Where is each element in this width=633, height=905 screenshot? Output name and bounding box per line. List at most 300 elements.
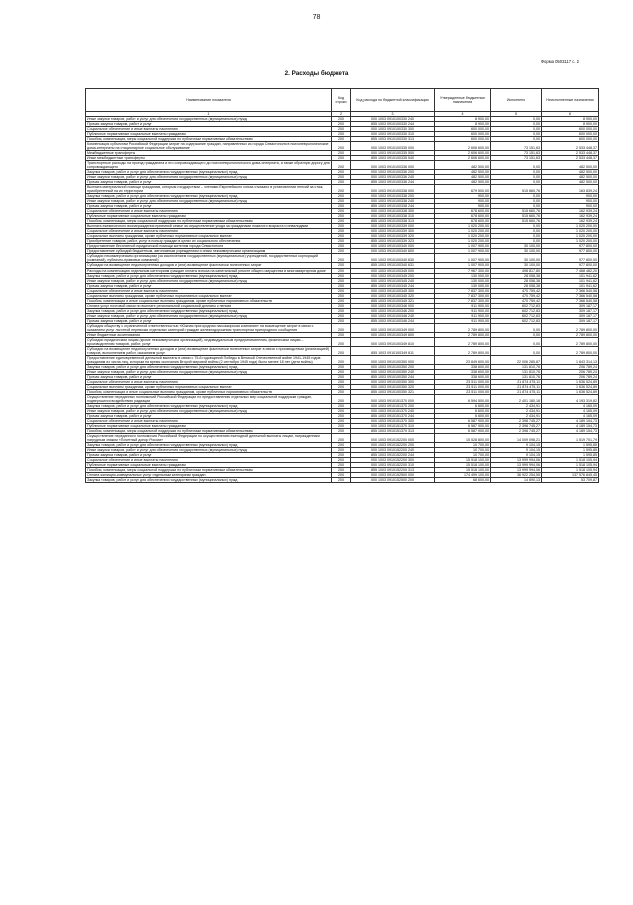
row-name-cell: Компенсация субъектам Российской Федерации затрат на содержание граждан, направленных из города Севастополя в психоневрологические дома-интернаты на стационарное социальное обслуживание <box>86 142 332 151</box>
row-unexecuted-cell: 8 900,00 <box>542 122 599 127</box>
row-executed-cell: 0,00 <box>491 239 542 244</box>
row-approved-cell: 600 000,00 <box>435 127 491 132</box>
table-row <box>86 142 599 151</box>
row-approved-cell: 1 007 900,00 <box>435 244 491 249</box>
row-executed-cell: 2 434,91 <box>491 413 542 418</box>
row-approved-cell: 1 007 900,00 <box>435 249 491 254</box>
row-line-code-cell: 200 <box>332 318 351 323</box>
table-row <box>86 478 599 483</box>
row-executed-cell: 28 058,38 <box>491 283 542 288</box>
row-approved-cell: 23 511 000,00 <box>435 384 491 389</box>
row-unexecuted-cell: 206 789,24 <box>542 364 599 369</box>
row-name-cell: Пособия, компенсации, меры социальной поддержки по публичным нормативным обязательствам <box>86 429 332 434</box>
row-name-cell: Социальные выплаты гражданам, кроме публичных нормативных социальных выплат <box>86 293 332 298</box>
row-approved-cell: 900,00 <box>435 204 491 209</box>
row-budget-code-cell: 000 1003 0910100340 630 <box>351 254 435 263</box>
row-budget-code-cell: 000 1003 0910100335 000 <box>351 142 435 151</box>
row-executed-cell: 0,00 <box>491 175 542 180</box>
row-unexecuted-cell: 2 533 448,37 <box>542 156 599 161</box>
table-row <box>86 288 599 293</box>
row-approved-cell: 2 789 800,00 <box>435 337 491 346</box>
row-name-cell: Социальные выплаты гражданам, кроме публичных нормативных социальных выплат <box>86 234 332 239</box>
row-executed-cell: 0,00 <box>491 224 542 229</box>
row-approved-cell: 6 600,00 <box>435 403 491 408</box>
form-label: Форма 0503117 с. 2 <box>540 59 579 64</box>
row-unexecuted-cell: 7 366 540,58 <box>542 293 599 298</box>
row-budget-code-cell: 000 1003 0910100349 810 <box>351 337 435 346</box>
row-budget-code-cell: 000 1003 0910152200 300 <box>351 458 435 463</box>
row-budget-code-cell: 000 1003 0910100350 200 <box>351 364 435 369</box>
row-line-code-cell: 200 <box>332 185 351 194</box>
row-executed-cell: 36 922 254,55 <box>491 473 542 478</box>
row-budget-code-cell: 000 1003 0910151370 310 <box>351 424 435 429</box>
row-executed-cell: 0,00 <box>491 122 542 127</box>
row-name-cell: Межбюджетные трансферты <box>86 151 332 156</box>
row-unexecuted-cell: 53 709,87 <box>542 478 599 483</box>
row-line-code-cell: 200 <box>332 298 351 303</box>
row-line-code-cell: 200 <box>332 346 351 355</box>
row-line-code-cell: 200 <box>332 313 351 318</box>
row-name-cell: Пособия, компенсации, меры социальной поддержки по публичным нормативным обязательствам <box>86 468 332 473</box>
column-number: 4 <box>435 112 491 117</box>
row-unexecuted-cell: 163 839,24 <box>542 185 599 194</box>
row-unexecuted-cell: 4 165,09 <box>542 403 599 408</box>
row-budget-code-cell: 855 1003 0910100340 631 <box>351 263 435 268</box>
table-row <box>86 463 599 468</box>
row-executed-cell: 28 058,38 <box>491 273 542 278</box>
row-line-code-cell: 200 <box>332 424 351 429</box>
row-approved-cell: 23 849 600,00 <box>435 355 491 364</box>
row-approved-cell: 7 837 300,00 <box>435 298 491 303</box>
row-name-cell: Иные закупки товаров, работ и услуг для обеспечения государственных (муниципальных) нужд <box>86 408 332 413</box>
row-approved-cell: 2 606 600,00 <box>435 142 491 151</box>
table-row <box>86 293 599 298</box>
row-executed-cell: 515 660,76 <box>491 214 542 219</box>
row-name-cell: Оплата жилищно-коммунальных услуг отдельным категориям граждан <box>86 473 332 478</box>
row-name-cell: Прочая закупка товаров, работ и услуг <box>86 413 332 418</box>
row-line-code-cell: 200 <box>332 408 351 413</box>
row-budget-code-cell: 855 1003 0910100350 244 <box>351 374 435 379</box>
row-budget-code-cell: 000 1003 0910100349 800 <box>351 332 435 337</box>
row-name-cell: Публичные нормативные социальные выплаты гражданам <box>86 424 332 429</box>
row-executed-cell: 602 712,83 <box>491 313 542 318</box>
row-unexecuted-cell: 977 800,00 <box>542 254 599 263</box>
row-executed-cell: 131 810,76 <box>491 364 542 369</box>
row-budget-code-cell: 000 1003 0910100330 300 <box>351 127 435 132</box>
row-unexecuted-cell: 482 500,00 <box>542 170 599 175</box>
section-title: 2. Расходы бюджета <box>284 70 349 77</box>
row-name-cell: Иные закупки товаров, работ и услуг для обеспечения государственных (муниципальных) нужд <box>86 313 332 318</box>
row-budget-code-cell: 855 1003 0910100346 244 <box>351 318 435 323</box>
row-name-cell: Социальное обеспечение и иные выплаты населению <box>86 379 332 384</box>
table-row <box>86 214 599 219</box>
row-executed-cell: 73 151,63 <box>491 151 542 156</box>
row-line-code-cell: 200 <box>332 249 351 254</box>
table-row <box>86 473 599 478</box>
row-budget-code-cell: 000 1003 0910100338 000 <box>351 185 435 194</box>
row-approved-cell: 1 020 200,00 <box>435 229 491 234</box>
row-executed-cell: 0,00 <box>491 229 542 234</box>
row-budget-code-cell: 000 1003 0910151370 240 <box>351 408 435 413</box>
row-unexecuted-cell: 2 533 448,37 <box>542 142 599 151</box>
row-approved-cell: 10 700,00 <box>435 453 491 458</box>
row-unexecuted-cell: 137 576 845,45 <box>542 473 599 478</box>
row-budget-code-cell: 855 1003 0910100345 244 <box>351 283 435 288</box>
row-approved-cell: 2 789 800,00 <box>435 332 491 337</box>
row-approved-cell: 6 600,00 <box>435 408 491 413</box>
row-name-cell: Закупка товаров, работ и услуг для обеспечения государственных (муниципальных) нужд <box>86 364 332 369</box>
row-name-cell: Прочая закупка товаров, работ и услуг <box>86 283 332 288</box>
row-line-code-cell: 200 <box>332 473 351 478</box>
row-executed-cell: 14 009 098,21 <box>491 434 542 443</box>
row-budget-code-cell: 000 1003 0910100336 200 <box>351 170 435 175</box>
row-line-code-cell: 200 <box>332 209 351 214</box>
row-budget-code-cell: 000 1003 0910100350 000 <box>351 355 435 364</box>
table-row <box>86 308 599 313</box>
row-unexecuted-cell: 482 500,00 <box>542 161 599 170</box>
row-unexecuted-cell: 600 000,00 <box>542 137 599 142</box>
row-name-cell: Субсидии на возмещение недополученных доходов и (или) возмещение фактически понесенных затрат <box>86 263 332 268</box>
table-row <box>86 379 599 384</box>
row-approved-cell: 2 606 600,00 <box>435 151 491 156</box>
row-unexecuted-cell: 600 000,00 <box>542 127 599 132</box>
row-unexecuted-cell: 1 636 524,89 <box>542 384 599 389</box>
row-executed-cell: 30 100,00 <box>491 244 542 249</box>
row-approved-cell: 482 500,00 <box>435 170 491 175</box>
row-line-code-cell: 200 <box>332 224 351 229</box>
row-approved-cell: 6 594 500,00 <box>435 394 491 403</box>
row-executed-cell: 21 874 475,11 <box>491 389 542 394</box>
page-number: 78 <box>312 14 321 21</box>
row-name-cell: Оплата услуг почтовой связи по выплате региональной социальной доплаты к пенсии <box>86 303 332 308</box>
row-approved-cell: 600 000,00 <box>435 137 491 142</box>
row-unexecuted-cell: 1 595,85 <box>542 443 599 448</box>
row-name-cell: Пособия, компенсации и иные социальные выплаты гражданам, кроме публичных нормативных обязательств <box>86 389 332 394</box>
row-approved-cell: 482 500,00 <box>435 180 491 185</box>
row-budget-code-cell: 000 1003 0910100330 310 <box>351 132 435 137</box>
row-budget-code-cell: 855 1003 0910100330 313 <box>351 137 435 142</box>
column-header-approved: Утвержденные бюджетные назначения <box>435 89 491 112</box>
row-unexecuted-cell: 482 500,00 <box>542 175 599 180</box>
row-unexecuted-cell: 4 193 319,82 <box>542 394 599 403</box>
row-name-cell: Закупка товаров, работ и услуг для обеспечения государственных (муниципальных) нужд <box>86 443 332 448</box>
row-unexecuted-cell: 977 800,00 <box>542 249 599 254</box>
row-unexecuted-cell: 309 187,17 <box>542 313 599 318</box>
row-executed-cell: 131 810,76 <box>491 369 542 374</box>
row-approved-cell: 8 900,00 <box>435 122 491 127</box>
table-row <box>86 323 599 332</box>
table-row <box>86 303 599 308</box>
row-approved-cell: 174 499 100,00 <box>435 473 491 478</box>
row-line-code-cell: 200 <box>332 151 351 156</box>
row-unexecuted-cell: 2 789 800,00 <box>542 346 599 355</box>
row-name-cell: Иные закупки товаров, работ и услуг для обеспечения государственных (муниципальных) нужд <box>86 117 332 122</box>
row-name-cell: Пособия, компенсации, меры социальной поддержки по публичным нормативным обязательствам <box>86 137 332 142</box>
row-executed-cell: 28 058,38 <box>491 278 542 283</box>
row-approved-cell: 911 900,00 <box>435 303 491 308</box>
row-name-cell: Иные закупки товаров, работ и услуг для обеспечения государственных (муниципальных) нужд <box>86 369 332 374</box>
row-unexecuted-cell: 2 789 800,00 <box>542 323 599 332</box>
row-budget-code-cell: 000 1003 0910152500 000 <box>351 473 435 478</box>
row-budget-code-cell: 855 1003 0910152200 313 <box>351 468 435 473</box>
row-unexecuted-cell: 4 189 154,73 <box>542 424 599 429</box>
row-line-code-cell: 200 <box>332 132 351 137</box>
row-budget-code-cell: 000 1003 0910152500 200 <box>351 478 435 483</box>
row-unexecuted-cell: 2 533 448,37 <box>542 151 599 156</box>
row-approved-cell: 678 600,00 <box>435 209 491 214</box>
row-budget-code-cell: 000 1003 0910100345 200 <box>351 273 435 278</box>
table-row <box>86 468 599 473</box>
row-name-cell: Закупка товаров, работ и услуг для обеспечения государственных (муниципальных) нужд <box>86 273 332 278</box>
row-unexecuted-cell: 977 800,00 <box>542 244 599 249</box>
row-name-cell: Транспортные расходы на проезд гражданина и его сопровождающего до психоневрологического дома-интерната, а также обратную дорогу для сопровождающего <box>87 161 330 170</box>
row-unexecuted-cell: 600 000,00 <box>542 132 599 137</box>
row-approved-cell: 482 500,00 <box>435 175 491 180</box>
row-executed-cell: 13 999 994,06 <box>491 458 542 463</box>
row-name-cell: Иные межбюджетные трансферты <box>86 156 332 161</box>
table-row <box>86 384 599 389</box>
row-line-code-cell: 200 <box>332 194 351 199</box>
row-line-code-cell: 200 <box>332 234 351 239</box>
table-row <box>86 355 599 364</box>
row-approved-cell: 7 837 300,00 <box>435 288 491 293</box>
row-executed-cell: 13 999 994,06 <box>491 468 542 473</box>
row-executed-cell: 0,00 <box>491 132 542 137</box>
row-executed-cell: 22 006 285,87 <box>491 355 542 364</box>
row-approved-cell: 679 500,00 <box>435 185 491 194</box>
table-row <box>86 458 599 463</box>
row-name-cell: Закупка товаров, работ и услуг для обеспечения государственных (муниципальных) нужд <box>86 403 332 408</box>
row-budget-code-cell: 000 1003 0910100350 320 <box>351 384 435 389</box>
row-budget-code-cell: 855 1003 0910152200 244 <box>351 453 435 458</box>
row-name-cell: Субсидии юридическим лицам (кроме некоммерческих организаций), индивидуальным предпринимателям, физическим лицам – производителям товаров, работ, услуг <box>86 337 332 346</box>
row-executed-cell: 9 104,15 <box>491 448 542 453</box>
row-name-cell: Осуществление переданного полномочия Российской Федерации по осуществлению ежегодной денежной выплаты лицам, награжденным нагрудным знаком «Почетный донор России» <box>86 434 332 443</box>
row-approved-cell: 482 500,00 <box>435 161 491 170</box>
row-approved-cell: 7 967 300,00 <box>435 268 491 273</box>
row-approved-cell: 10 700,00 <box>435 443 491 448</box>
row-budget-code-cell: 000 1003 0910100338 300 <box>351 209 435 214</box>
row-approved-cell: 6 600,00 <box>435 413 491 418</box>
table-row <box>86 434 599 443</box>
row-executed-cell: 0,00 <box>491 199 542 204</box>
row-budget-code-cell: 855 1003 0910100330 244 <box>351 122 435 127</box>
row-approved-cell: 1 007 900,00 <box>435 263 491 268</box>
row-budget-code-cell: 000 1003 0910100350 300 <box>351 379 435 384</box>
row-budget-code-cell: 000 1003 0910100338 240 <box>351 199 435 204</box>
row-executed-cell: 73 151,63 <box>491 142 542 151</box>
row-budget-code-cell: 000 1003 0910151370 200 <box>351 403 435 408</box>
row-unexecuted-cell: 4 165,09 <box>542 408 599 413</box>
row-name-cell: Прочая закупка товаров, работ и услуг <box>86 374 332 379</box>
column-header-executed: Исполнено <box>491 89 542 112</box>
row-name-cell: Закупка товаров, работ и услуг для обеспечения государственных (муниципальных) нужд <box>86 308 332 313</box>
row-line-code-cell: 200 <box>332 117 351 122</box>
row-budget-code-cell: 855 1003 0910100350 321 <box>351 389 435 394</box>
row-budget-code-cell: 855 1003 0910100335 540 <box>351 156 435 161</box>
row-name-cell: Иные закупки товаров, работ и услуг для обеспечения государственных (муниципальных) нужд <box>86 175 332 180</box>
row-executed-cell: 602 712,83 <box>491 318 542 323</box>
row-name-cell: Прочая закупка товаров, работ и услуг <box>86 122 332 127</box>
row-executed-cell: 2 398 745,27 <box>491 418 542 423</box>
row-executed-cell: 14 890,13 <box>491 478 542 483</box>
row-unexecuted-cell: 1 519 701,79 <box>542 434 599 443</box>
row-budget-code-cell: 000 1003 0910152200 240 <box>351 448 435 453</box>
row-name-cell: Социальные выплаты гражданам, кроме публичных нормативных социальных выплат <box>86 384 332 389</box>
row-line-code-cell: 200 <box>332 374 351 379</box>
row-executed-cell: 0,00 <box>491 170 542 175</box>
row-unexecuted-cell: 4 165,09 <box>542 413 599 418</box>
row-approved-cell: 1 020 200,00 <box>435 234 491 239</box>
row-approved-cell: 678 600,00 <box>435 219 491 224</box>
row-line-code-cell: 200 <box>332 219 351 224</box>
row-executed-cell: 9 104,15 <box>491 443 542 448</box>
row-line-code-cell: 200 <box>332 303 351 308</box>
row-name-cell: Расходы на компенсацию отдельным категориям граждан оплаты взноса на капитальный ремонт общего имущества в многоквартирном доме <box>86 268 332 273</box>
row-executed-cell: 73 151,63 <box>491 156 542 161</box>
row-budget-code-cell: 000 1003 0910152200 000 <box>351 434 435 443</box>
row-budget-code-cell: 000 1003 0910100345 000 <box>351 268 435 273</box>
row-executed-cell: 0,00 <box>491 346 542 355</box>
row-executed-cell: 30 100,00 <box>491 263 542 268</box>
row-approved-cell: 8 900,00 <box>435 117 491 122</box>
row-approved-cell: 911 900,00 <box>435 313 491 318</box>
row-line-code-cell: 200 <box>332 463 351 468</box>
row-budget-code-cell: 000 1003 0910151370 000 <box>351 394 435 403</box>
row-approved-cell: 6 587 900,00 <box>435 418 491 423</box>
column-number: 5 <box>491 112 542 117</box>
row-name-cell: Прочая закупка товаров, работ и услуг <box>86 453 332 458</box>
row-unexecuted-cell: 1 020 200,00 <box>542 224 599 229</box>
row-approved-cell: 7 837 300,00 <box>435 293 491 298</box>
row-name-cell: Иные закупки товаров, работ и услуг для обеспечения государственных (муниципальных) нужд <box>86 199 332 204</box>
row-name-cell: Социальное обеспечение и иные выплаты населению <box>86 229 332 234</box>
row-line-code-cell: 200 <box>332 254 351 263</box>
row-unexecuted-cell: 1 518 105,94 <box>542 463 599 468</box>
row-line-code-cell: 200 <box>332 199 351 204</box>
row-unexecuted-cell: 900,00 <box>542 194 599 199</box>
row-line-code-cell: 200 <box>332 478 351 483</box>
row-line-code-cell: 200 <box>332 156 351 161</box>
row-budget-code-cell: 855 1003 0910100338 244 <box>351 204 435 209</box>
row-unexecuted-cell: 900,00 <box>542 204 599 209</box>
table-row <box>86 313 599 318</box>
row-executed-cell: 515 660,76 <box>491 219 542 224</box>
table-row <box>86 346 599 355</box>
row-line-code-cell: 200 <box>332 170 351 175</box>
row-executed-cell: 0,00 <box>491 323 542 332</box>
row-line-code-cell: 200 <box>332 418 351 423</box>
row-name-cell: Публичные нормативные социальные выплаты гражданам <box>86 132 332 137</box>
table-body <box>86 117 599 483</box>
row-approved-cell: 911 900,00 <box>435 318 491 323</box>
row-budget-code-cell: 000 1003 0910100345 240 <box>351 278 435 283</box>
row-approved-cell: 130 000,00 <box>435 273 491 278</box>
table-row <box>86 369 599 374</box>
row-approved-cell: 2 789 800,00 <box>435 323 491 332</box>
row-executed-cell: 13 999 994,06 <box>491 463 542 468</box>
row-line-code-cell: 200 <box>332 273 351 278</box>
row-line-code-cell: 200 <box>332 337 351 346</box>
row-approved-cell: 1 007 900,00 <box>435 254 491 263</box>
row-approved-cell: 130 000,00 <box>435 283 491 288</box>
row-approved-cell: 600 000,00 <box>435 132 491 137</box>
row-executed-cell: 515 660,76 <box>491 185 542 194</box>
row-name-cell: Субсидии некоммерческим организациям (за исключением государственных (муниципальных) учреждений, государственных корпораций (компаний), публично-правовых компаний) <box>86 254 332 263</box>
row-executed-cell: 0,00 <box>491 117 542 122</box>
row-approved-cell: 15 518 100,00 <box>435 458 491 463</box>
row-name-cell: Пособия, компенсации и иные социальные выплаты гражданам, кроме публичных нормативных обязательств <box>86 298 332 303</box>
row-name-cell: Социальное обеспечение и иные выплаты населению <box>86 209 332 214</box>
row-unexecuted-cell: 4 189 154,73 <box>542 429 599 434</box>
row-budget-code-cell: 000 1003 0910100346 240 <box>351 313 435 318</box>
expenses-table <box>85 88 599 483</box>
row-approved-cell: 2 789 800,00 <box>435 346 491 355</box>
row-executed-cell: 0,00 <box>491 234 542 239</box>
row-name-cell: Прочая закупка товаров, работ и услуг <box>86 180 332 185</box>
row-budget-code-cell: 000 1003 0910100330 240 <box>351 117 435 122</box>
row-budget-code-cell: 855 1003 0910100339 323 <box>351 239 435 244</box>
row-line-code-cell: 200 <box>332 204 351 209</box>
column-number: 2 <box>332 112 351 117</box>
row-budget-code-cell: 000 1003 0910100338 310 <box>351 214 435 219</box>
row-unexecuted-cell: 101 941,62 <box>542 283 599 288</box>
row-line-code-cell: 200 <box>332 229 351 234</box>
row-budget-code-cell: 000 1003 0910100339 320 <box>351 234 435 239</box>
row-line-code-cell: 200 <box>332 394 351 403</box>
row-approved-cell: 338 600,00 <box>435 369 491 374</box>
row-budget-code-cell: 000 1003 0910100339 000 <box>351 224 435 229</box>
row-name-cell: Закупка товаров, работ и услуг для обеспечения государственных (муниципальных) нужд <box>86 478 332 483</box>
row-unexecuted-cell: 309 187,17 <box>542 308 599 313</box>
row-budget-code-cell: 000 1003 0910100349 000 <box>351 323 435 332</box>
row-line-code-cell: 200 <box>332 239 351 244</box>
row-approved-cell: 6 587 900,00 <box>435 429 491 434</box>
row-approved-cell: 1 020 200,00 <box>435 239 491 244</box>
row-unexecuted-cell: 1 020 200,00 <box>542 239 599 244</box>
row-unexecuted-cell: 900,00 <box>542 199 599 204</box>
row-budget-code-cell: 000 1003 0910100345 320 <box>351 293 435 298</box>
row-line-code-cell: 200 <box>332 161 351 170</box>
row-unexecuted-cell: 2 789 800,00 <box>542 337 599 346</box>
row-name-cell: Выплата материальной помощи гражданам, которым государством – членами Европейского союза отказано в установлении пенсий за стаж, приобретенный на их территории <box>86 185 332 194</box>
row-name-cell: Субсидия обществу с ограниченной ответственностью «Южная пригородная пассажирская компания» на возмещение затрат в связи с оказанием услуг льготной перевозки отдельных категорий граждан железнодорожным транспортом пригородного сообщения <box>86 323 332 332</box>
row-executed-cell: 470 759,42 <box>491 293 542 298</box>
row-name-cell: Социальное обеспечение и иные выплаты населению <box>86 288 332 293</box>
row-approved-cell: 338 600,00 <box>435 374 491 379</box>
row-name-cell: Приобретение товаров, работ, услуг в пользу граждан в целях их социального обеспечения <box>86 239 332 244</box>
table-row <box>86 219 599 224</box>
row-line-code-cell: 200 <box>332 278 351 283</box>
row-line-code-cell: 200 <box>332 448 351 453</box>
row-line-code-cell: 200 <box>332 283 351 288</box>
column-header-unexecuted: Неисполненные назначения <box>542 89 599 112</box>
row-line-code-cell: 200 <box>332 413 351 418</box>
row-name-cell: Иные закупки товаров, работ и услуг для обеспечения государственных (муниципальных) нужд <box>86 278 332 283</box>
row-executed-cell: 470 759,42 <box>491 298 542 303</box>
row-unexecuted-cell: 7 366 540,58 <box>542 288 599 293</box>
row-executed-cell: 0,00 <box>491 137 542 142</box>
table-row <box>86 429 599 434</box>
row-unexecuted-cell: 1 636 524,89 <box>542 379 599 384</box>
row-line-code-cell: 200 <box>332 379 351 384</box>
row-unexecuted-cell: 8 900,00 <box>542 117 599 122</box>
row-unexecuted-cell: 482 500,00 <box>542 180 599 185</box>
row-executed-cell: 470 759,42 <box>491 288 542 293</box>
row-budget-code-cell: 000 1003 0910100335 500 <box>351 151 435 156</box>
row-name-cell: Закупка товаров, работ и услуг для обеспечения государственных (муниципальных) нужд <box>86 170 332 175</box>
row-executed-cell: 0,00 <box>491 194 542 199</box>
